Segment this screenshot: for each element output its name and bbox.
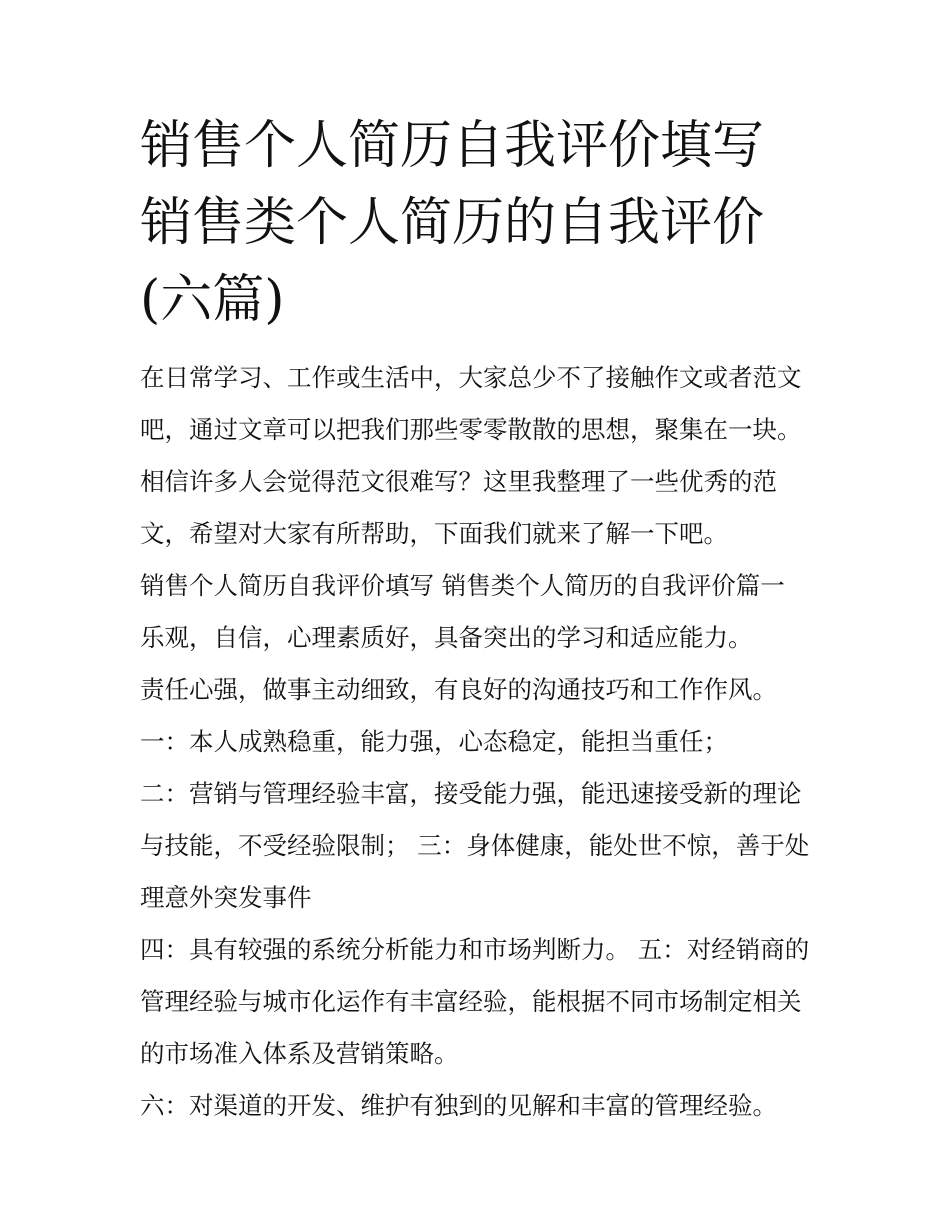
paragraph-item-2-3: 二：营销与管理经验丰富，接受能力强，能迅速接受新的理论与技能，不受经验限制； 三：身体健康，能处世不惊，善于处理意外突发事件 [140,779,810,912]
paragraph-item-4-5: 四：具有较强的系统分析能力和市场判断力。 五：对经销商的管理经验与城市化运作有丰富经验，能根据不同市场制定相关的市场准入体系及营销策略。 [140,935,810,1068]
document-body [140,352,820,1132]
document-title: 销售个人简历自我评价填写 销售类个人简历的自我评价(六篇) [140,116,765,330]
paragraph-section-heading: 销售个人简历自我评价填写 销售类个人简历的自我评价篇一 [140,571,785,600]
paragraph-item-1: 一：本人成熟稳重，能力强，心态稳定，能担当重任； [140,727,728,756]
paragraph-intro: 在日常学习、工作或生活中，大家总少不了接触作文或者范文吧，通过文章可以把我们那些零零散散的思想，聚集在一块。相信许多人会觉得范文很难写？这里我整理了一些优秀的范文，希望对大家有所帮助，下面我们就来了解一下吧。 [140,363,802,548]
paragraph: 乐观，自信，心理素质好，具备突出的学习和适应能力。 [140,623,753,652]
paragraph: 责任心强，做事主动细致，有良好的沟通技巧和工作作风。 [140,675,777,704]
paragraph-item-6: 六：对渠道的开发、维护有独到的见解和丰富的管理经验。 [140,1091,777,1120]
